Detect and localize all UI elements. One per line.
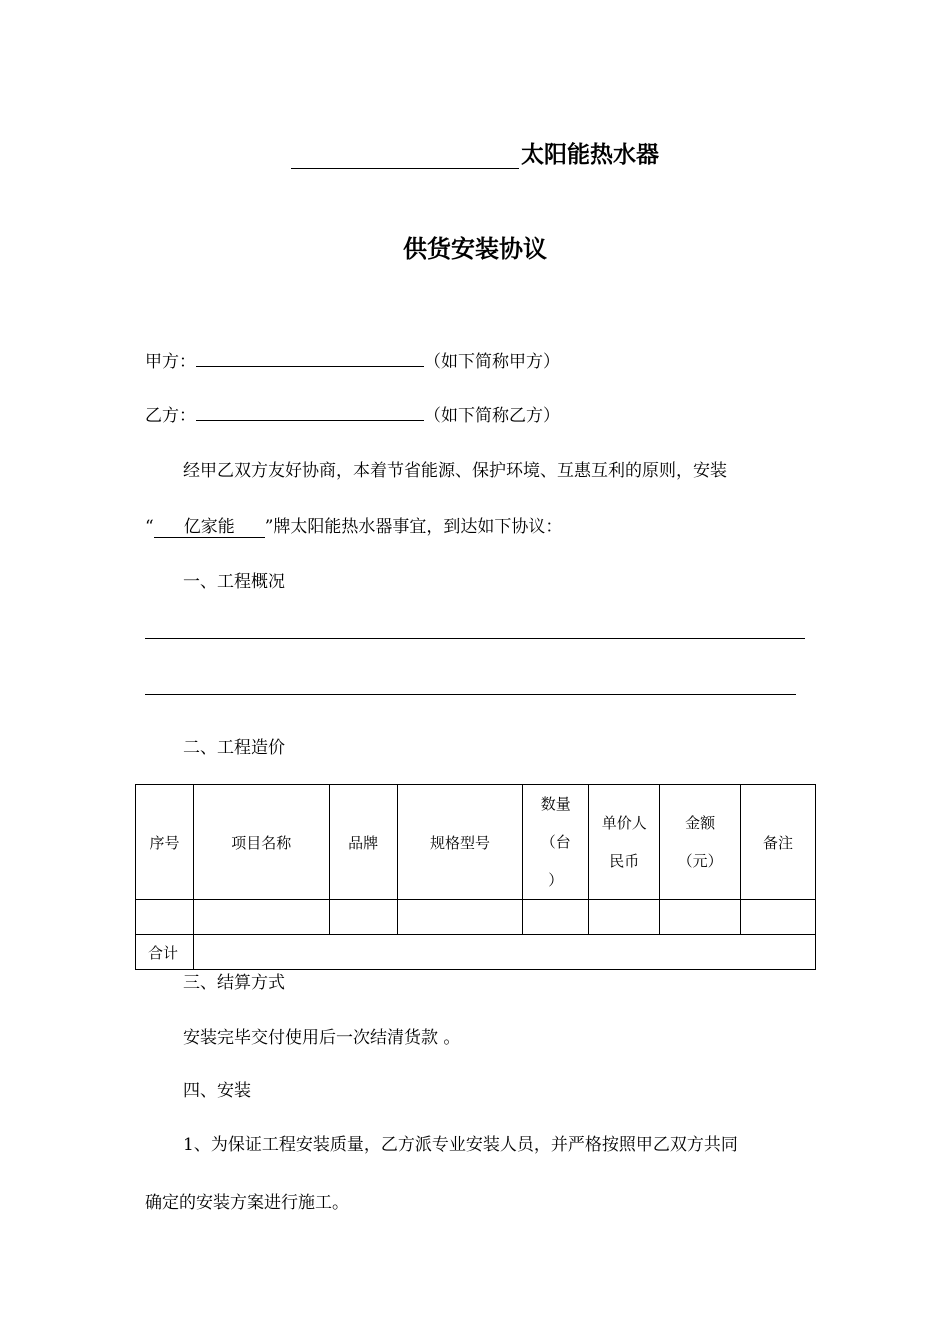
table-header-row	[136, 785, 816, 900]
brand-name: 亿家能	[154, 517, 265, 538]
table-cell	[397, 900, 523, 935]
title-blank	[291, 144, 519, 169]
overview-blank-line-1	[145, 638, 805, 639]
header-unit-price-line-2: 民币	[609, 852, 640, 870]
party-b-label: 乙方：	[145, 406, 196, 426]
cost-table	[135, 784, 816, 970]
intro-line-2	[145, 512, 562, 538]
party-a-label: 甲方：	[145, 352, 196, 372]
header-remarks: 备注	[741, 785, 816, 900]
table-row	[136, 900, 816, 935]
section-2-heading: 二、工程造价	[183, 738, 285, 758]
section-3-body: 安装完毕交付使用后一次结清货款 。	[183, 1028, 461, 1048]
header-amount	[660, 785, 741, 900]
header-amount-line-1: 金额	[685, 814, 716, 832]
intro-line-1: 经甲乙双方友好协商，本着节省能源、保护环境、互惠互利的原则，安装	[183, 461, 727, 481]
party-a-blank	[196, 349, 424, 367]
document-subtitle: 供货安装协议	[403, 234, 547, 263]
party-b-note: （如下简称乙方）	[424, 406, 560, 426]
header-brand: 品牌	[329, 785, 397, 900]
table-cell	[193, 900, 329, 935]
party-a-line	[145, 347, 560, 372]
table-cell	[329, 900, 397, 935]
total-label: 合计	[136, 935, 194, 970]
party-b-blank	[196, 403, 424, 421]
section-4-item-1-line-2: 确定的安装方案进行施工。	[145, 1193, 349, 1213]
header-amount-line-2: （元）	[677, 852, 723, 870]
document-title	[0, 136, 950, 169]
header-quantity-line-3: ）	[548, 871, 564, 889]
party-a-note: （如下简称甲方）	[424, 352, 560, 372]
table-cell	[589, 900, 660, 935]
table-cell	[660, 900, 741, 935]
header-model: 规格型号	[397, 785, 523, 900]
title-suffix: 太阳能热水器	[521, 141, 659, 168]
quote-open: “	[145, 517, 154, 537]
overview-blank-line-2	[145, 694, 796, 695]
table-total-row	[136, 935, 816, 970]
header-index: 序号	[136, 785, 194, 900]
header-quantity-line-2: （台	[540, 833, 571, 851]
section-4-heading: 四、安装	[183, 1081, 251, 1101]
table-cell	[741, 900, 816, 935]
header-quantity-line-1: 数量	[540, 795, 571, 813]
header-unit-price	[589, 785, 660, 900]
header-unit-price-line-1: 单价人	[601, 814, 647, 832]
party-b-line	[145, 401, 560, 426]
total-value-cell	[193, 935, 815, 970]
intro-line-2-text: ”牌太阳能热水器事宜，到达如下协议：	[264, 517, 563, 537]
table-cell	[136, 900, 194, 935]
section-3-heading: 三、结算方式	[183, 973, 285, 993]
section-4-item-1-line-1: 1、为保证工程安装质量，乙方派专业安装人员，并严格按照甲乙双方共同	[183, 1135, 738, 1155]
section-1-heading: 一、工程概况	[183, 572, 285, 592]
header-item-name: 项目名称	[193, 785, 329, 900]
table-cell	[523, 900, 589, 935]
header-quantity	[523, 785, 589, 900]
